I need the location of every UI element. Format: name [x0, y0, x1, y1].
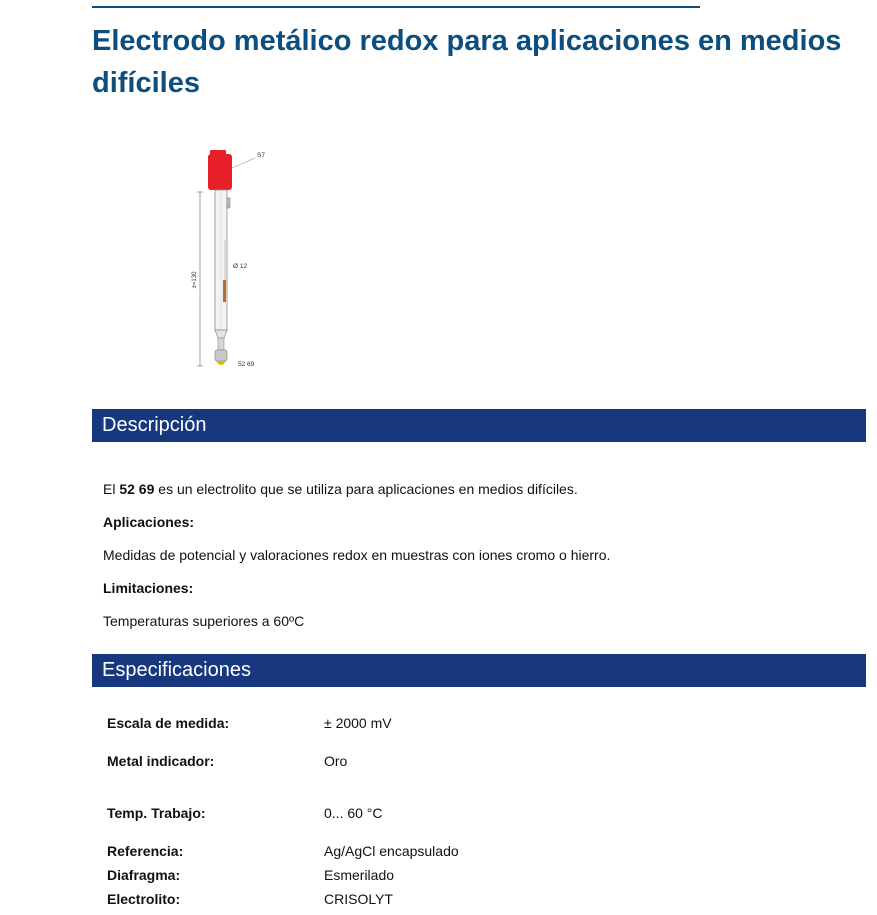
diagram-diameter-label: Ø 12 [233, 263, 248, 270]
electrode-neck [218, 338, 224, 350]
spec-value-diafragma: Esmerilado [324, 867, 395, 883]
inner-wire [223, 280, 226, 302]
ground-joint [215, 350, 227, 361]
intro-model: 52 69 [119, 481, 155, 497]
electrode-tip [216, 361, 226, 365]
diagram-length-label: ±=130 [192, 271, 198, 289]
spec-value-referencia: Ag/AgCl encapsulado [324, 843, 459, 859]
spec-value-temp: 0... 60 °C [324, 805, 383, 821]
spec-value-electrolito: CRISOLYT [324, 891, 393, 907]
shaft-clip [227, 198, 230, 208]
spec-label-diafragma: Diafragma: [107, 867, 181, 883]
diagram-model-label: 52 69 [238, 361, 255, 368]
electrode-diagram [188, 140, 278, 375]
section-header-especificaciones: Especificaciones [92, 654, 866, 687]
aplicaciones-text: Medidas de potencial y valoraciones redox en muestras con iones cromo o hierro. [103, 547, 611, 563]
limitaciones-label: Limitaciones: [103, 580, 194, 596]
section-header-descripcion: Descripción [92, 409, 866, 442]
page-title: Electrodo metálico redox para aplicaciones en medios difíciles [92, 25, 842, 99]
limitaciones-text: Temperaturas superiores a 60ºC [103, 613, 305, 629]
spec-value-escala: ± 2000 mV [324, 715, 392, 731]
intro-prefix: El [103, 481, 120, 497]
spec-label-electrolito: Electrolito: [107, 891, 181, 907]
spec-label-escala: Escala de medida: [107, 715, 230, 731]
spec-label-metal: Metal indicador: [107, 753, 215, 769]
electrode-taper [215, 330, 227, 338]
top-rule [92, 6, 700, 8]
spec-value-metal: Oro [324, 753, 348, 769]
electrode-cap-body [208, 154, 232, 190]
intro-suffix: es un electrolito que se utiliza para aplicaciones en medios difíciles. [154, 481, 578, 497]
spec-label-referencia: Referencia: [107, 843, 184, 859]
description-intro [103, 480, 578, 498]
spec-label-temp: Temp. Trabajo: [107, 805, 206, 821]
diagram-cap-label: S7 [257, 152, 265, 159]
cap-leader-line [232, 158, 255, 168]
aplicaciones-label: Aplicaciones: [103, 514, 195, 530]
